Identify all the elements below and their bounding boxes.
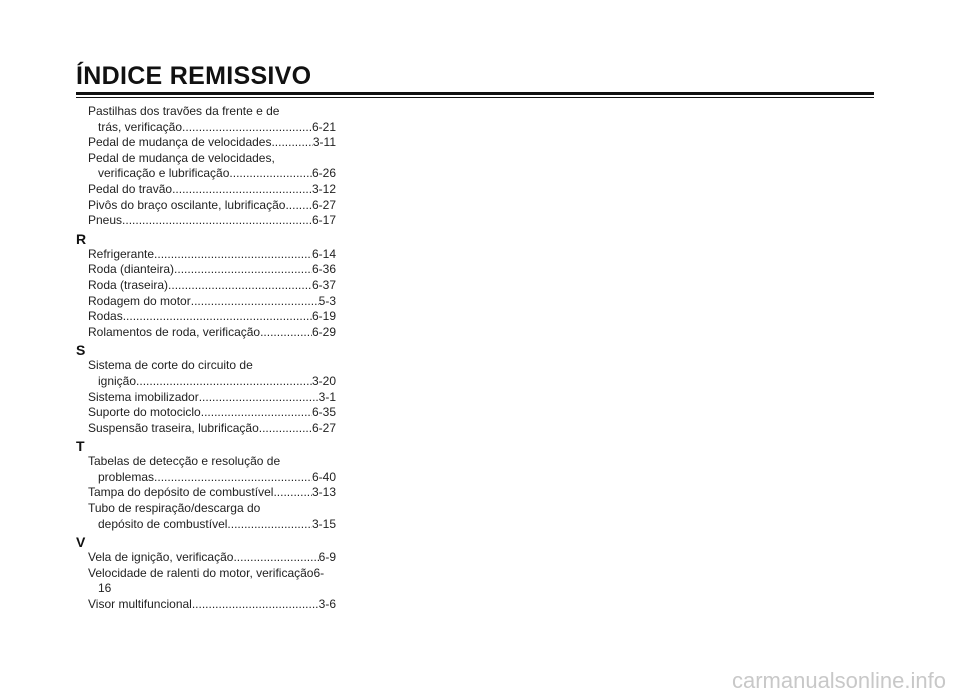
entry-line bbox=[88, 470, 336, 486]
index-entry bbox=[76, 566, 336, 597]
entry-line bbox=[88, 390, 336, 406]
entry-text: Pneus bbox=[88, 213, 123, 228]
entry-line bbox=[88, 278, 336, 294]
section-letter-v: V bbox=[76, 534, 86, 551]
index-entry bbox=[76, 262, 336, 278]
page-ref: 5-3 bbox=[318, 293, 336, 308]
index-group-v bbox=[76, 550, 336, 612]
page-ref: 6-17 bbox=[311, 213, 336, 228]
entry-line bbox=[88, 405, 336, 421]
entry-text: Roda (dianteira) bbox=[88, 262, 175, 277]
entry-text-cont: trás, verificação bbox=[98, 119, 183, 134]
page-ref: 6-14 bbox=[311, 246, 336, 261]
dot-leader bbox=[122, 213, 312, 229]
entry-text-cont: problemas bbox=[98, 469, 155, 484]
entry-text: Vela de ignição, verificação bbox=[88, 550, 234, 565]
index-entry bbox=[76, 198, 336, 214]
page-ref: 6-29 bbox=[311, 324, 336, 339]
entry-text: Suspensão traseira, lubrificação. bbox=[88, 420, 263, 435]
entry-line bbox=[88, 517, 336, 533]
entry-text: Rodas bbox=[88, 309, 123, 324]
dot-leader bbox=[273, 485, 312, 501]
page-ref: 6-35 bbox=[311, 405, 336, 420]
entry-line bbox=[88, 262, 336, 278]
entry-line bbox=[88, 247, 336, 263]
section-letter-r: R bbox=[76, 230, 87, 247]
index-entry bbox=[76, 151, 336, 182]
entry-line bbox=[88, 294, 336, 310]
title-rule-thin bbox=[76, 97, 874, 98]
entry-text: Visor multifuncional bbox=[88, 597, 192, 612]
entry-line bbox=[88, 325, 336, 341]
page-ref: 6-27 bbox=[311, 420, 336, 435]
index-entry bbox=[76, 597, 336, 613]
section-letter-s: S bbox=[76, 342, 86, 359]
entry-line bbox=[88, 182, 336, 198]
page-ref: 6-26 bbox=[311, 166, 336, 181]
dot-leader bbox=[172, 182, 312, 198]
entry-text: Velocidade de ralenti do motor, verificação6- bbox=[88, 565, 325, 580]
title-rule-thick bbox=[76, 92, 874, 95]
entry-line bbox=[88, 198, 336, 214]
entry-line bbox=[88, 374, 336, 390]
page-ref: 6-37 bbox=[311, 277, 336, 292]
index-entry bbox=[76, 325, 336, 341]
entry-text: Sistema de corte do circuito de bbox=[88, 358, 253, 373]
index-column bbox=[76, 104, 336, 613]
entry-line bbox=[88, 120, 336, 136]
entry-text-cont: ignição bbox=[98, 373, 137, 388]
entry-line bbox=[88, 597, 336, 613]
entry-text: Tubo de respiração/descarga do bbox=[88, 501, 261, 516]
section-letter-t: T bbox=[76, 438, 85, 455]
dot-leader bbox=[285, 198, 312, 214]
page-ref: 3-13 bbox=[311, 485, 336, 500]
index-entry bbox=[76, 135, 336, 151]
page-ref: 6-40 bbox=[311, 469, 336, 484]
entry-text: Refrigerante bbox=[88, 246, 155, 261]
page-ref: 6-21 bbox=[311, 119, 336, 134]
index-entry bbox=[76, 390, 336, 406]
index-group-r bbox=[76, 247, 336, 341]
dot-leader bbox=[201, 405, 312, 421]
dot-leader bbox=[229, 166, 312, 182]
index-entry bbox=[76, 358, 336, 389]
dot-leader bbox=[271, 135, 312, 151]
index-entry bbox=[76, 421, 336, 437]
entry-text: Roda (traseira) bbox=[88, 277, 169, 292]
dot-leader bbox=[182, 120, 312, 136]
entry-text: Rolamentos de roda, verificação bbox=[88, 324, 261, 339]
index-entry bbox=[76, 247, 336, 263]
dot-leader bbox=[191, 294, 319, 310]
entry-text: Pivôs do braço oscilante, lubrificação bbox=[88, 197, 286, 212]
page-ref: 3-6 bbox=[318, 597, 336, 612]
entry-line bbox=[88, 213, 336, 229]
page-ref: 6-9 bbox=[318, 550, 336, 565]
index-entry bbox=[76, 309, 336, 325]
index-entry bbox=[76, 405, 336, 421]
entry-text: Suporte do motociclo bbox=[88, 405, 201, 420]
watermark: carmanualsonline.info bbox=[731, 668, 946, 693]
entry-line bbox=[88, 550, 336, 566]
dot-leader bbox=[136, 374, 312, 390]
entry-line bbox=[88, 485, 336, 501]
page-ref: 6-19 bbox=[311, 309, 336, 324]
entry-line bbox=[88, 166, 336, 182]
index-entry bbox=[76, 104, 336, 135]
entry-text: Tabelas de detecção e resolução de bbox=[88, 454, 281, 469]
index-entry bbox=[76, 454, 336, 485]
page-ref: 3-12 bbox=[311, 181, 336, 196]
entry-text: Pastilhas dos travões da frente e de bbox=[88, 104, 280, 118]
index-entry bbox=[76, 501, 336, 532]
dot-leader bbox=[168, 278, 312, 294]
dot-leader bbox=[174, 262, 312, 278]
dot-leader bbox=[199, 390, 319, 406]
index-group-p bbox=[76, 104, 336, 229]
entry-text-cont: verificação e lubrificação bbox=[98, 166, 230, 181]
entry-text: Pedal de mudança de velocidades bbox=[88, 135, 272, 150]
dot-leader bbox=[192, 597, 319, 613]
entry-line bbox=[88, 309, 336, 325]
index-entry bbox=[76, 182, 336, 198]
index-entry bbox=[76, 550, 336, 566]
index-group-s bbox=[76, 358, 336, 436]
page-ref: 3-15 bbox=[311, 516, 336, 531]
index-entry bbox=[76, 213, 336, 229]
dot-leader bbox=[233, 550, 318, 566]
entry-text-cont: 16 bbox=[98, 581, 112, 596]
entry-text: Pedal de mudança de velocidades, bbox=[88, 150, 275, 165]
page-title: ÍNDICE REMISSIVO bbox=[76, 62, 312, 90]
index-entry bbox=[76, 294, 336, 310]
entry-text: Tampa do depósito de combustível bbox=[88, 485, 274, 500]
dot-leader bbox=[227, 517, 312, 533]
dot-leader bbox=[262, 421, 312, 437]
entry-line bbox=[88, 135, 336, 151]
entry-text: Rodagem do motor bbox=[88, 293, 191, 308]
entry-text: Sistema imobilizador bbox=[88, 389, 199, 404]
index-group-t bbox=[76, 454, 336, 532]
dot-leader bbox=[154, 247, 312, 263]
entry-line bbox=[88, 421, 336, 437]
page-ref: 3-1 bbox=[318, 389, 336, 404]
page-ref: 3-11 bbox=[312, 135, 336, 150]
entry-text-cont: depósito de combustível bbox=[98, 516, 228, 531]
dot-leader bbox=[260, 325, 312, 341]
index-entry bbox=[76, 278, 336, 294]
index-entry bbox=[76, 485, 336, 501]
dot-leader bbox=[123, 309, 312, 325]
entry-text: Pedal do travão bbox=[88, 181, 173, 196]
dot-leader bbox=[154, 470, 312, 486]
page-ref: 6-27 bbox=[311, 197, 336, 212]
page-ref: 6-36 bbox=[311, 262, 336, 277]
page-ref: 3-20 bbox=[311, 373, 336, 388]
